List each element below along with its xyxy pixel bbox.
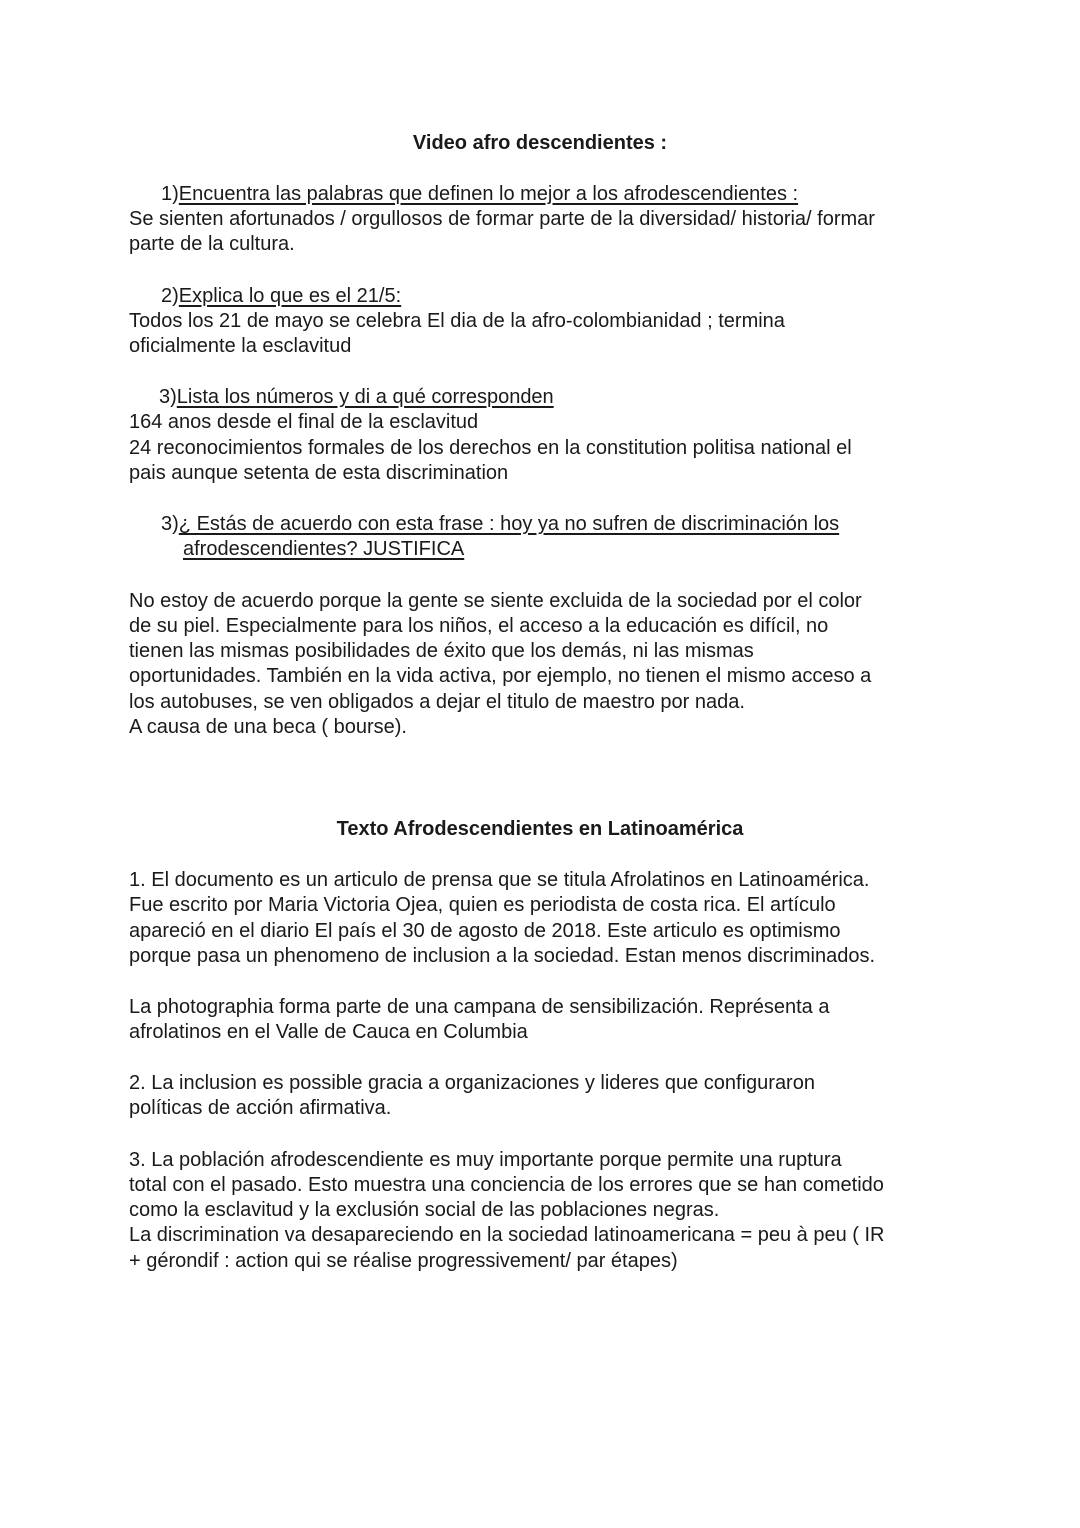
- paragraph-line: políticas de acción afirmativa.: [129, 1097, 392, 1119]
- answer-line: de su piel. Especialmente para los niños, el acceso a la educación es difícil, no: [129, 615, 829, 637]
- answer-line: No estoy de acuerdo porque la gente se siente excluida de la sociedad por el color: [129, 590, 862, 612]
- paragraph-line: La photographia forma parte de una campana de sensibilización. Représenta a: [129, 996, 830, 1018]
- answer-line: oportunidades. También en la vida activa, por ejemplo, no tienen el mismo acceso a: [129, 665, 872, 687]
- section-title-video: Video afro descendientes :: [412, 132, 668, 154]
- answer-line: 164 anos desde el final de la esclavitud: [129, 411, 479, 433]
- question-text: Encuentra las palabras que definen lo mejor a los afrodescendientes :: [178, 183, 799, 205]
- answer-line: A causa de una beca ( bourse).: [129, 716, 407, 738]
- answer-line: pais aunque setenta de esta discrimination: [129, 462, 509, 484]
- question-4-continued: [183, 537, 464, 562]
- answer-line: 24 reconocimientos formales de los derechos en la constitution politisa national el: [129, 437, 852, 459]
- question-number: 1): [161, 183, 179, 205]
- question-text: Explica lo que es el 21/5:: [178, 285, 402, 307]
- answer-line: los autobuses, se ven obligados a dejar el titulo de maestro por nada.: [129, 691, 745, 713]
- answer-line: parte de la cultura.: [129, 233, 295, 255]
- paragraph-line: total con el pasado. Esto muestra una conciencia de los errores que se han cometido: [129, 1174, 884, 1196]
- paragraph-line: afrolatinos en el Valle de Cauca en Columbia: [129, 1021, 528, 1043]
- question-3: [159, 385, 554, 410]
- paragraph-line: como la esclavitud y la exclusión social de las poblaciones negras.: [129, 1199, 720, 1221]
- section-title-texto: Texto Afrodescendientes en Latinoamérica: [336, 818, 744, 840]
- question-number: 2): [161, 285, 179, 307]
- paragraph-line: Fue escrito por Maria Victoria Ojea, quien es periodista de costa rica. El artículo: [129, 894, 836, 916]
- question-text: afrodescendientes? JUSTIFICA: [183, 538, 465, 560]
- answer-line: Se sienten afortunados / orgullosos de formar parte de la diversidad/ historia/ formar: [129, 208, 875, 230]
- question-1: [161, 182, 798, 207]
- paragraph-line: porque pasa un phenomeno de inclusion a la sociedad. Estan menos discriminados.: [129, 945, 876, 967]
- paragraph-line: apareció en el diario El país el 30 de agosto de 2018. Este articulo es optimismo: [129, 920, 841, 942]
- paragraph-line: La discrimination va desapareciendo en la sociedad latinoamericana = peu à peu ( IR: [129, 1224, 885, 1246]
- answer-line: oficialmente la esclavitud: [129, 335, 352, 357]
- paragraph-line: 3. La población afrodescendiente es muy importante porque permite una ruptura: [129, 1149, 842, 1171]
- paragraph-line: + gérondif : action qui se réalise progressivement/ par étapes): [129, 1250, 678, 1272]
- question-text: ¿ Estás de acuerdo con esta frase : hoy ya no sufren de discriminación los: [178, 513, 840, 535]
- answer-line: Todos los 21 de mayo se celebra El dia de la afro-colombianidad ; termina: [129, 310, 785, 332]
- answer-line: tienen las mismas posibilidades de éxito que los demás, ni las mismas: [129, 640, 754, 662]
- question-text: Lista los números y di a qué corresponden: [176, 386, 554, 408]
- question-number: 3): [161, 513, 179, 535]
- paragraph-line: 1. El documento es un articulo de prensa que se titula Afrolatinos en Latinoamérica.: [129, 869, 870, 891]
- question-2: [161, 284, 401, 309]
- question-4: [161, 512, 839, 537]
- paragraph-line: 2. La inclusion es possible gracia a organizaciones y lideres que configuraron: [129, 1072, 815, 1094]
- question-number: 3): [159, 386, 177, 408]
